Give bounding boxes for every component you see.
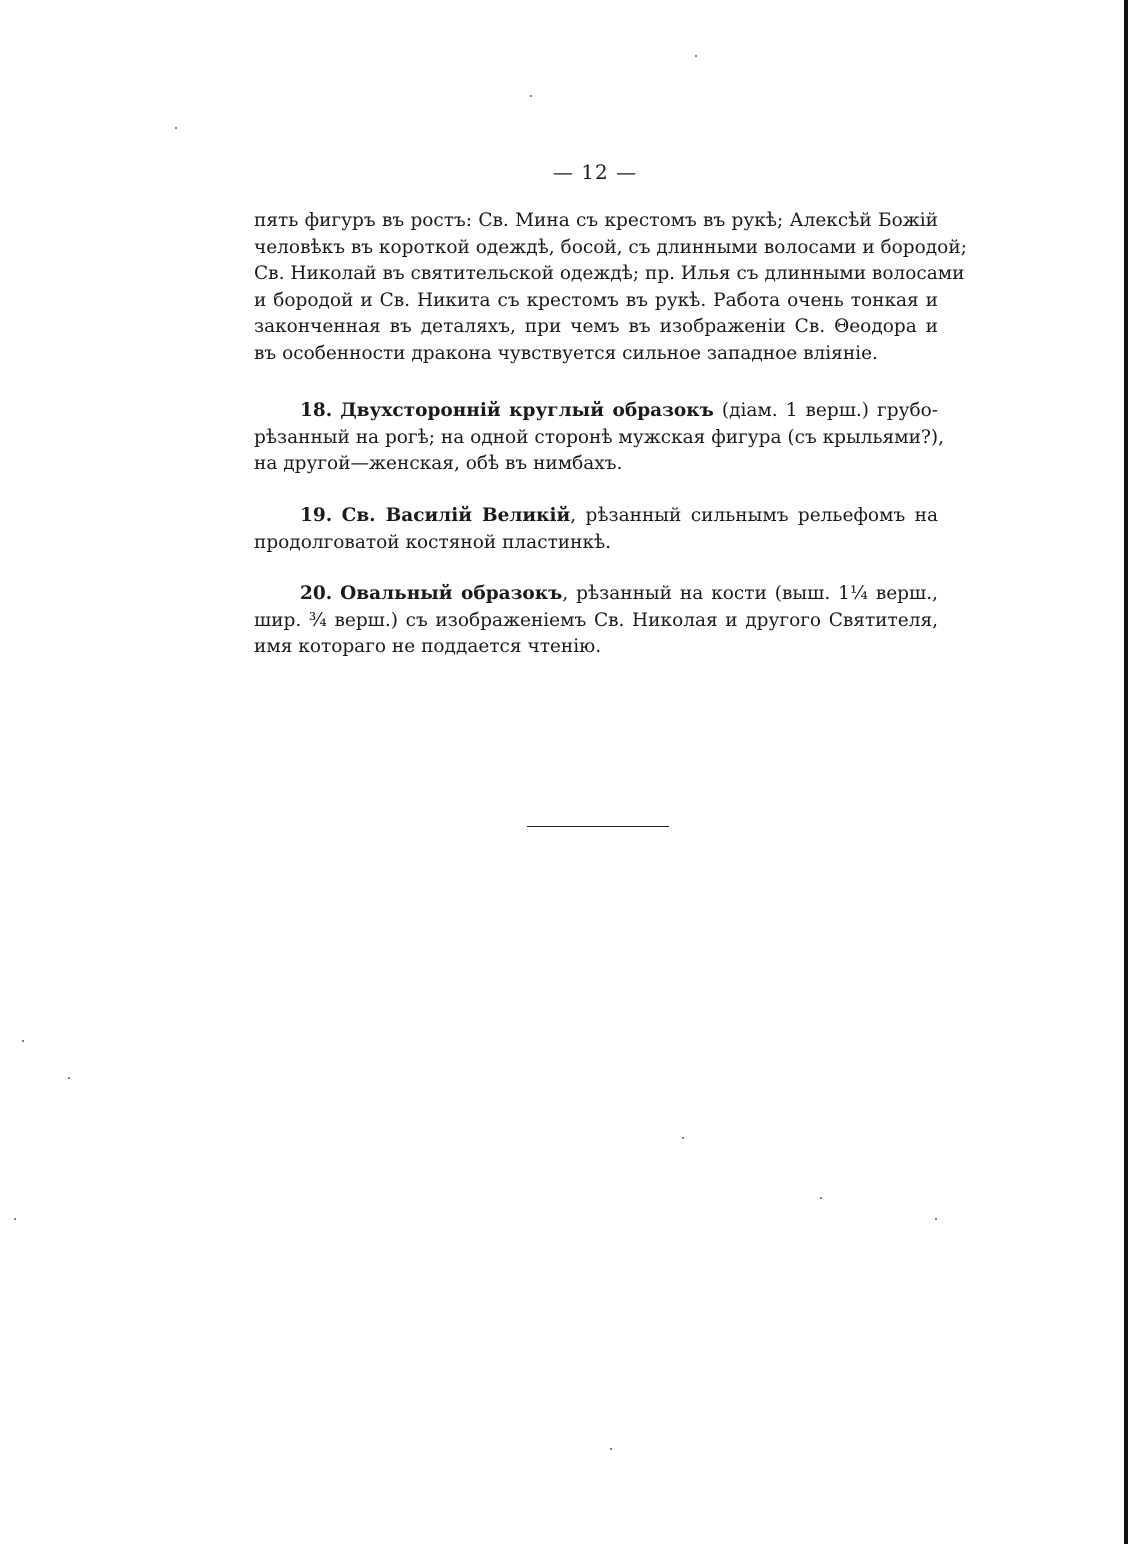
item-text: , рѣзанный на кости (выш. 1¼ верш., xyxy=(562,583,938,604)
item-number: 20. xyxy=(300,583,333,604)
item-number: 19. xyxy=(300,505,333,526)
item-title: Двухсторонній круглый образокъ xyxy=(340,400,714,421)
paragraph-continuation xyxy=(254,208,967,367)
scan-speck xyxy=(820,1197,822,1199)
catalog-item-20 xyxy=(254,581,938,661)
scan-speck xyxy=(175,127,177,129)
item-text: , рѣзанный сильнымъ рельефомъ на xyxy=(570,505,938,526)
item-first-line xyxy=(254,398,938,425)
item-first-line xyxy=(254,581,938,608)
item-text: (діам. 1 верш.) грубо- xyxy=(721,400,938,421)
item-title: Овальный образокъ xyxy=(340,583,563,604)
end-rule xyxy=(527,826,669,827)
item-number: 18. xyxy=(300,400,333,421)
text-line: имя котораго не поддается чтенію. xyxy=(254,636,602,657)
text-line: шир. ¾ верш.) съ изображеніемъ Св. Николая и другого Святителя, xyxy=(254,609,938,631)
scan-speck xyxy=(22,1040,24,1042)
text-line: законченная въ деталяхъ, при чемъ въ изображеніи Св. Θеодора и xyxy=(254,316,938,337)
scan-speck xyxy=(68,1077,70,1079)
scan-speck xyxy=(14,1218,16,1220)
catalog-item-18 xyxy=(254,398,944,478)
scan-speck xyxy=(695,55,697,57)
item-title: Св. Василій Великій xyxy=(341,505,571,526)
scan-edge-line xyxy=(1124,0,1128,1544)
text-line: Св. Николай въ святительской одеждѣ; пр. Илья съ длинными волосами xyxy=(254,263,965,284)
text-line: рѣзанный на рогѣ; на одной сторонѣ мужская фигура (съ крыльями?), xyxy=(254,426,944,448)
scan-speck xyxy=(682,1137,684,1139)
text-line: и бородой и Св. Никита съ крестомъ въ рукѣ. Работа очень тонкая и xyxy=(254,289,938,311)
text-line: въ особенности дракона чувствуется сильное западное вліяніе. xyxy=(254,342,878,364)
catalog-item-19 xyxy=(254,503,938,556)
text-line: на другой—женская, обѣ въ нимбахъ. xyxy=(254,453,623,474)
text-line: продолговатой костяной пластинкѣ. xyxy=(254,531,612,553)
scan-speck xyxy=(530,95,532,97)
item-first-line xyxy=(254,503,938,530)
scan-speck xyxy=(935,1218,937,1220)
text-line: человѣкъ въ короткой одеждѣ, босой, съ длинными волосами и бородой; xyxy=(254,236,967,258)
text-line: пять фигуръ въ ростъ: Св. Мина съ крестомъ въ рукѣ; Алексѣй Божій xyxy=(254,210,938,231)
page-number: — 12 — xyxy=(552,160,638,184)
scan-speck xyxy=(610,1448,612,1450)
